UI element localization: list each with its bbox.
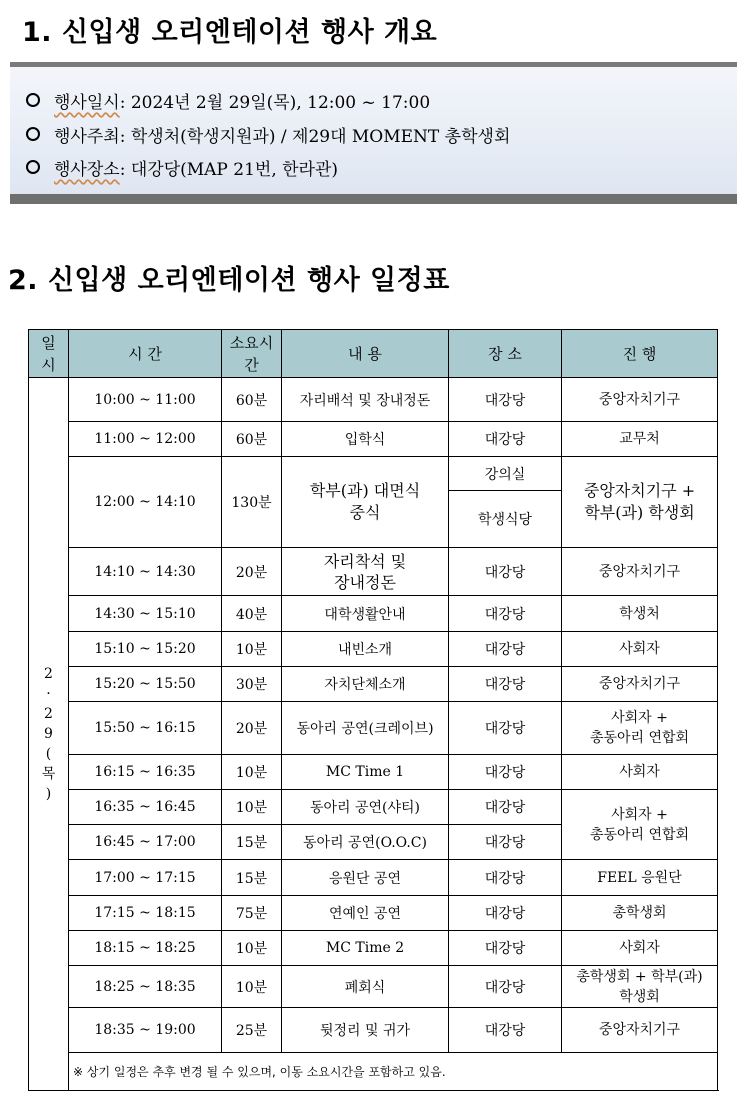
- overview-item-venue: 행사장소: 대강당(MAP 21번, 한라관): [26, 155, 338, 180]
- cell-duration: 40분: [222, 596, 282, 632]
- table-note-row: [29, 1053, 718, 1091]
- cell-time: 12:00 ~ 14:10: [69, 457, 222, 548]
- table-row: [29, 422, 718, 457]
- cell-content: 학부(과) 대면식 중식: [282, 457, 449, 548]
- cell-place: 강의실: [449, 457, 562, 491]
- table-row: [29, 378, 718, 422]
- cell-host: 중앙자치기구: [562, 548, 718, 596]
- cell-time: 16:35 ~ 16:45: [69, 790, 222, 825]
- overview-value-date: 2024년 2월 29일(목), 12:00 ~ 17:00: [130, 93, 431, 113]
- cell-host: 사회자: [562, 632, 718, 667]
- cell-time: 17:00 ~ 17:15: [69, 860, 222, 896]
- header-content: 내 용: [282, 330, 449, 378]
- cell-content: 자치단체소개: [282, 667, 449, 702]
- circle-bullet-icon: [26, 160, 40, 174]
- cell-host: 학생처: [562, 596, 718, 632]
- cell-content: 응원단 공연: [282, 860, 449, 896]
- cell-place: 대강당: [449, 632, 562, 667]
- header-day: 일 시: [29, 330, 69, 378]
- cell-duration: 10분: [222, 931, 282, 966]
- cell-place: 대강당: [449, 548, 562, 596]
- cell-content: 연예인 공연: [282, 896, 449, 931]
- cell-place: 학생식당: [449, 491, 562, 548]
- schedule-table: [28, 329, 718, 1091]
- table-row: [29, 896, 718, 931]
- cell-duration: 60분: [222, 378, 282, 422]
- overview-label-date: 행사일시: [54, 93, 120, 113]
- cell-duration: 30분: [222, 667, 282, 702]
- cell-place: 대강당: [449, 422, 562, 457]
- cell-time: 10:00 ~ 11:00: [69, 378, 222, 422]
- cell-time: 15:20 ~ 15:50: [69, 667, 222, 702]
- cell-host: 중앙자치기구: [562, 667, 718, 702]
- circle-bullet-icon: [26, 127, 40, 141]
- cell-duration: 10분: [222, 966, 282, 1008]
- cell-content: 자리배석 및 장내정돈: [282, 378, 449, 422]
- overview-item-date: 행사일시: 2024년 2월 29일(목), 12:00 ~ 17:00: [26, 88, 430, 113]
- cell-place: 대강당: [449, 1008, 562, 1053]
- cell-content: 뒷정리 및 귀가: [282, 1008, 449, 1053]
- cell-time: 15:50 ~ 16:15: [69, 702, 222, 755]
- cell-place: 대강당: [449, 702, 562, 755]
- cell-content: 입학식: [282, 422, 449, 457]
- table-row: [29, 702, 718, 755]
- table-row: [29, 596, 718, 632]
- cell-place: 대강당: [449, 596, 562, 632]
- cell-host: 교무처: [562, 422, 718, 457]
- cell-time: 14:10 ~ 14:30: [69, 548, 222, 596]
- cell-duration: 75분: [222, 896, 282, 931]
- cell-duration: 20분: [222, 548, 282, 596]
- table-note: ※ 상기 일정은 추후 변경 될 수 있으며, 이동 소요시간을 포함하고 있음.: [69, 1053, 718, 1091]
- cell-content: MC Time 2: [282, 931, 449, 966]
- cell-duration: 25분: [222, 1008, 282, 1053]
- cell-date: 2 · 2 9 ( 목 ): [29, 378, 69, 1091]
- cell-place: 대강당: [449, 790, 562, 825]
- header-time: 시 간: [69, 330, 222, 378]
- cell-content: 대학생활안내: [282, 596, 449, 632]
- cell-time: 17:15 ~ 18:15: [69, 896, 222, 931]
- cell-duration: 130분: [222, 457, 282, 548]
- cell-content: 내빈소개: [282, 632, 449, 667]
- cell-duration: 60분: [222, 422, 282, 457]
- cell-time: 14:30 ~ 15:10: [69, 596, 222, 632]
- cell-duration: 10분: [222, 755, 282, 790]
- cell-place: 대강당: [449, 825, 562, 860]
- table-row: [29, 667, 718, 702]
- cell-place: 대강당: [449, 860, 562, 896]
- table-row: [29, 931, 718, 966]
- overview-label-host: 행사주최: [54, 127, 120, 147]
- cell-time: 18:35 ~ 19:00: [69, 1008, 222, 1053]
- cell-place: 대강당: [449, 896, 562, 931]
- overview-box: [10, 62, 737, 204]
- cell-place: 대강당: [449, 931, 562, 966]
- cell-time: 16:45 ~ 17:00: [69, 825, 222, 860]
- cell-content: 동아리 공연(크레이브): [282, 702, 449, 755]
- table-row: [29, 548, 718, 596]
- header-duration: 소요시 간: [222, 330, 282, 378]
- header-place: 장 소: [449, 330, 562, 378]
- table-row: [29, 457, 718, 491]
- cell-content: MC Time 1: [282, 755, 449, 790]
- cell-duration: 10분: [222, 790, 282, 825]
- table-row: [29, 790, 718, 825]
- cell-time: 18:25 ~ 18:35: [69, 966, 222, 1008]
- cell-time: 18:15 ~ 18:25: [69, 931, 222, 966]
- table-header-row: [29, 330, 718, 378]
- circle-bullet-icon: [26, 93, 40, 107]
- table-row: [29, 755, 718, 790]
- cell-host: 중앙자치기구 + 학부(과) 학생회: [562, 457, 718, 548]
- overview-top-bar: [10, 62, 737, 67]
- cell-host: 사회자 + 총동아리 연합회: [562, 702, 718, 755]
- cell-content: 동아리 공연(샤티): [282, 790, 449, 825]
- cell-place: 대강당: [449, 378, 562, 422]
- cell-host: 중앙자치기구: [562, 1008, 718, 1053]
- cell-place: 대강당: [449, 667, 562, 702]
- cell-host: 총학생회: [562, 896, 718, 931]
- cell-content: 폐회식: [282, 966, 449, 1008]
- table-row: [29, 860, 718, 896]
- cell-host: 사회자: [562, 755, 718, 790]
- cell-time: 16:15 ~ 16:35: [69, 755, 222, 790]
- table-row: [29, 966, 718, 1008]
- cell-place: 대강당: [449, 755, 562, 790]
- cell-time: 15:10 ~ 15:20: [69, 632, 222, 667]
- cell-place: 대강당: [449, 966, 562, 1008]
- cell-content: 자리착석 및 장내정돈: [282, 548, 449, 596]
- cell-content: 동아리 공연(O.O.C): [282, 825, 449, 860]
- section1-title: 1. 신입생 오리엔테이션 행사 개요: [22, 17, 438, 48]
- overview-value-venue: 대강당(MAP 21번, 한라관): [130, 160, 339, 180]
- cell-duration: 15분: [222, 825, 282, 860]
- section2-title: 2. 신입생 오리엔테이션 행사 일정표: [8, 265, 450, 296]
- table-row: [29, 1008, 718, 1053]
- cell-time: 11:00 ~ 12:00: [69, 422, 222, 457]
- cell-host: 중앙자치기구: [562, 378, 718, 422]
- overview-bottom-bar: [10, 194, 737, 204]
- cell-duration: 20분: [222, 702, 282, 755]
- cell-duration: 10분: [222, 632, 282, 667]
- overview-value-host: 학생처(학생지원과) / 제29대 MOMENT 총학생회: [130, 127, 511, 147]
- cell-host: 총학생회 + 학부(과) 학생회: [562, 966, 718, 1008]
- overview-item-host: 행사주최: 학생처(학생지원과) / 제29대 MOMENT 총학생회: [26, 122, 510, 147]
- cell-duration: 15분: [222, 860, 282, 896]
- cell-host: 사회자: [562, 931, 718, 966]
- cell-host: FEEL 응원단: [562, 860, 718, 896]
- table-row: [29, 632, 718, 667]
- overview-label-venue: 행사장소: [54, 160, 120, 180]
- header-host: 진 행: [562, 330, 718, 378]
- cell-host: 사회자 + 총동아리 연합회: [562, 790, 718, 860]
